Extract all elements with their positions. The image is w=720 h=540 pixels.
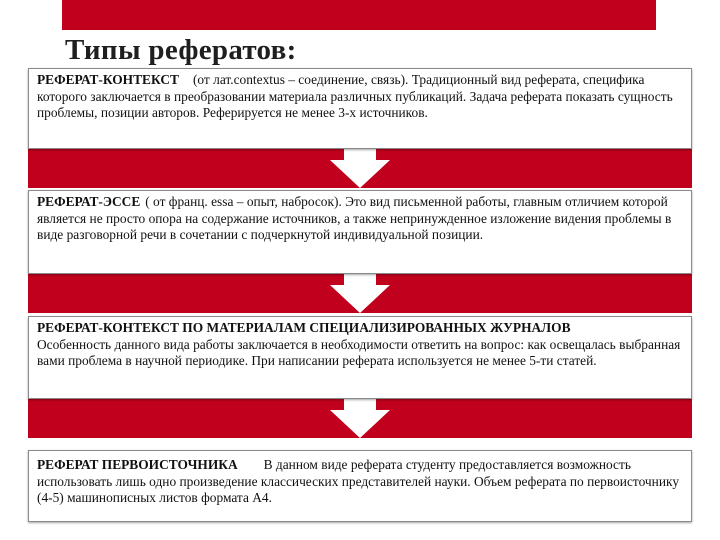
card-referat-journals [28, 316, 692, 399]
card-text: (от лат.contextus – соединение, связь). Традиционный вид реферата, специфика которого заключается в преобразовании материала различных публикаций. Задача реферата показать сущность проблемы, позиции авторов. Реферируется не менее 3-х источников. [37, 72, 673, 121]
top-accent-bar [62, 0, 656, 30]
slide-title: Типы рефератов: [65, 34, 297, 66]
card-text: В данном виде реферата студенту предоставляется возможность использовать лишь одно произведение классических представителей науки. Объем реферата по первоисточнику (4-5) машинописных листов формата А4. [37, 457, 680, 506]
card-referat-context [28, 68, 692, 149]
card-heading: РЕФЕРАТ-ЭССЕ [37, 194, 141, 209]
down-arrow-icon [330, 285, 390, 313]
card-heading: РЕФЕРАТ ПЕРВОИСТОЧНИКА [37, 457, 238, 472]
card-text: Особенность данного вида работы заключается в необходимости ответить на вопрос: как освещалась выбранная вами проблема в научной периодике. При написании реферата используется не менее 5-ти статей. [37, 336, 681, 369]
card-text: ( от франц. essa – опыт, набросок). Это вид письменной работы, главным отличием которой является не просто опора на содержание источников, а также непринужденное изложение видения проблемы в виде разговорной речи в сочетании с подчеркнутой индивидуальной позиции. [37, 194, 672, 243]
card-heading: РЕФЕРАТ-КОНТЕКСТ [37, 72, 179, 87]
down-arrow-icon [330, 160, 390, 188]
arrow-shaft [344, 148, 376, 160]
down-arrow-icon [330, 410, 390, 438]
arrow-shaft [344, 273, 376, 285]
card-referat-essay [28, 190, 692, 274]
card-referat-primary-source [28, 450, 692, 522]
arrow-shaft [344, 398, 376, 410]
card-heading: РЕФЕРАТ-КОНТЕКСТ ПО МАТЕРИАЛАМ СПЕЦИАЛИЗИРОВАННЫХ ЖУРНАЛОВ [37, 320, 571, 335]
